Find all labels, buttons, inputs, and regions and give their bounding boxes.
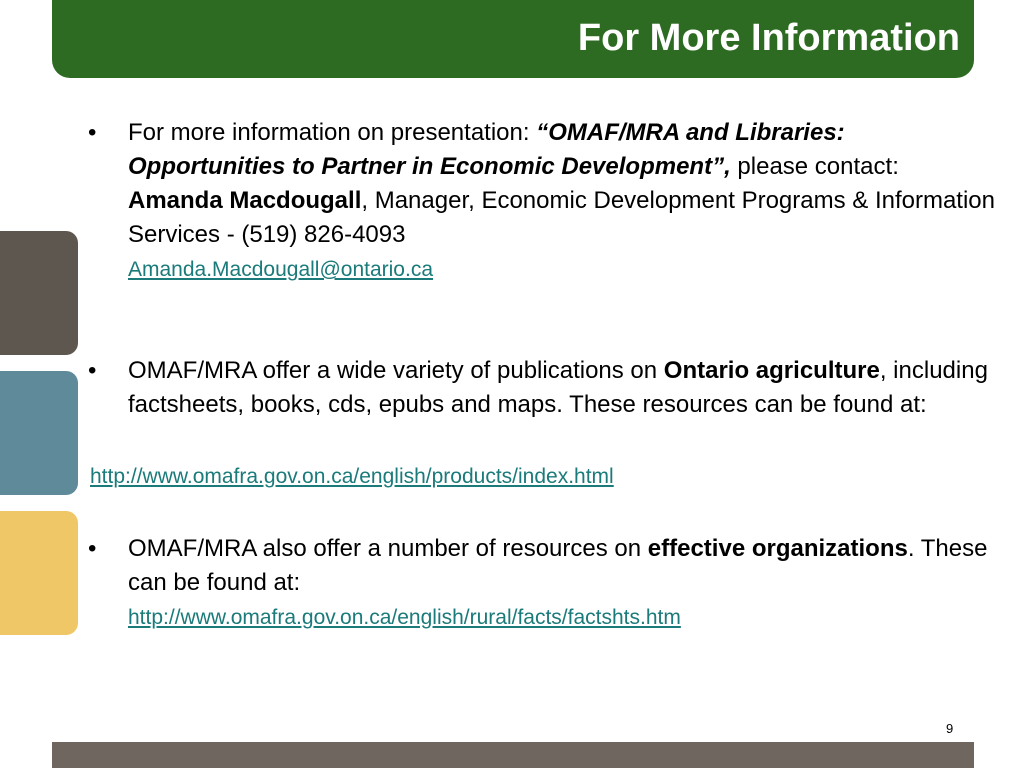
contact-prompt: please contact: [730,153,899,180]
bullet-publications [128,354,998,422]
page-number: 9 [946,721,954,736]
resources-link[interactable]: http://www.omafra.gov.on.ca/english/rural/facts/factshts.htm [128,606,681,629]
resources-text-after: . These can be found at: [128,535,988,596]
publications-text-after: , including factsheets, books, cds, epubs and maps. These resources can be found at: [128,357,988,418]
presentation-title: “OMAF/MRA and Libraries: Opportunities to Partner in Economic Development”, [128,119,845,180]
bullet-marker: • [88,535,97,562]
publications-text-before: OMAF/MRA offer a wide variety of publications on [128,357,664,384]
bullet-resources [128,532,998,635]
contact-email-link[interactable]: Amanda.Macdougall@ontario.ca [128,258,433,281]
resources-text-before: OMAF/MRA also offer a number of resources on [128,535,648,562]
resources-bold: effective organizations [647,535,908,562]
footer-bar [52,742,974,768]
publications-bold: Ontario agriculture [663,357,880,384]
publications-link[interactable]: http://www.omafra.gov.on.ca/english/products/index.html [90,465,614,488]
bullet-marker: • [88,119,97,146]
bullet-intro-text: For more information on presentation: [128,119,537,146]
bullet-marker: • [88,357,97,384]
contact-name: Amanda Macdougall [128,187,362,214]
contact-details: , Manager, Economic Development Programs & Information Services - (519) 826-4093 [128,187,995,248]
slide-title: For More Information [577,17,960,59]
bullet-contact [128,116,998,287]
